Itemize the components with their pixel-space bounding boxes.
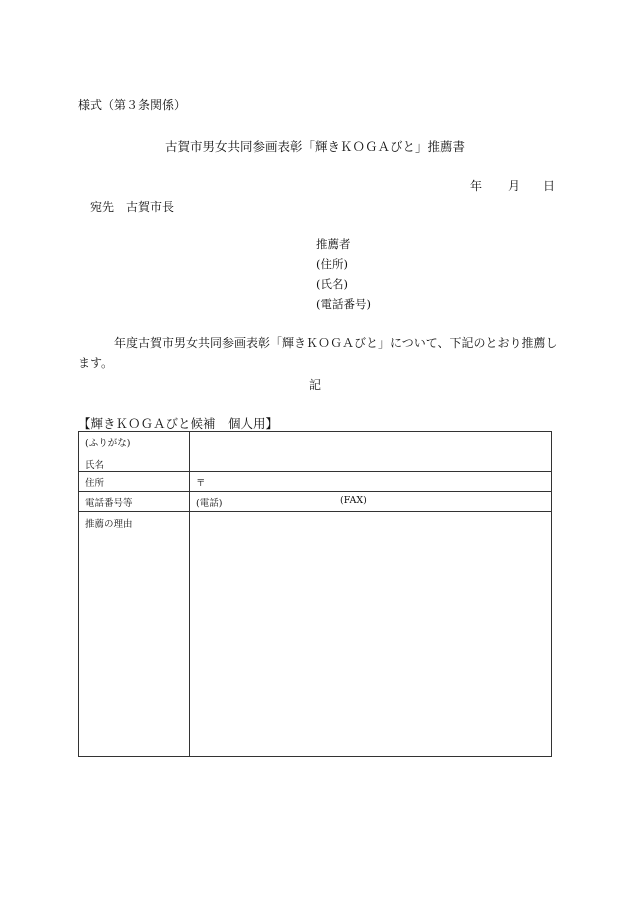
table-caption: 【輝きＫＯＧＡびと候補 個人用】 <box>78 416 279 431</box>
ki-heading: 記 <box>308 378 321 392</box>
table-row <box>79 432 552 472</box>
document-title: 古賀市男女共同参画表彰「輝きＫＯＧＡびと」推薦書 <box>164 139 465 154</box>
table-row <box>79 512 552 757</box>
candidate-name-field[interactable] <box>190 432 552 472</box>
recommendation-statement: 年度古賀市男女共同参画表彰「輝きＫＯＧＡびと」について、下記のとおり推薦します。 <box>78 336 558 370</box>
fax-label: (FAX) <box>340 495 367 506</box>
form-number-label: 様式（第３条関係） <box>78 98 187 112</box>
reason-label: 推薦の理由 <box>79 512 190 757</box>
candidate-phone-label: 電話番号等 <box>79 492 190 512</box>
addressee: 宛先 古賀市長 <box>90 200 175 214</box>
candidate-name-label: 氏名 <box>85 460 105 471</box>
recommender-address-label: (住所) <box>316 257 348 271</box>
candidate-address-label: 住所 <box>79 472 190 492</box>
date-month: 月 <box>508 179 521 193</box>
recommender-phone-label: (電話番号) <box>316 297 371 311</box>
postal-mark: 〒 <box>196 477 206 489</box>
candidate-phone-field[interactable] <box>190 492 552 512</box>
recommender-heading: 推薦者 <box>316 237 351 251</box>
name-label-cell <box>79 432 190 472</box>
recommender-name-label: (氏名) <box>316 277 348 291</box>
candidate-address-field[interactable] <box>190 472 552 492</box>
table-row <box>79 492 552 512</box>
phone-value-label: (電話) <box>196 497 223 509</box>
date-year: 年 <box>470 179 483 193</box>
furigana-label: (ふりがな) <box>85 438 131 449</box>
reason-field[interactable] <box>190 512 552 757</box>
date-day: 日 <box>543 179 556 193</box>
table-row <box>79 472 552 492</box>
candidate-form-table <box>78 431 552 757</box>
